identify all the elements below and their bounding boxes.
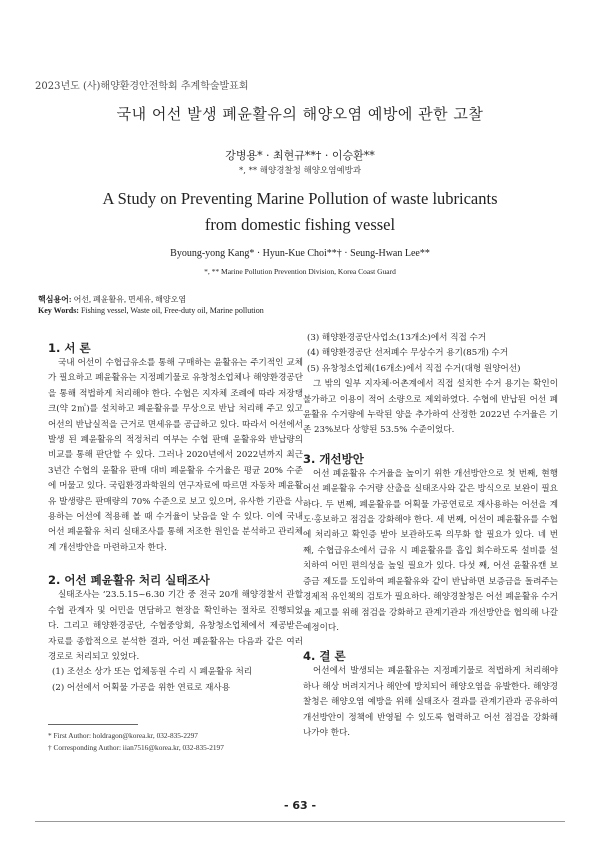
section-1-heading: 1. 서 론 bbox=[48, 341, 91, 355]
section-2-item-2: (2) 어선에서 어획물 가공을 위한 연료로 재사용 bbox=[52, 682, 230, 693]
title-english-line-2: from domestic fishing vessel bbox=[204, 215, 396, 234]
conference-header: 2023년도 (사)해양환경안전학회 추계학술발표회 bbox=[35, 81, 249, 92]
section-3-heading: 3. 개선방안 bbox=[303, 451, 364, 466]
affiliation-english: *, ** Marine Pollution Prevention Division, Korea Coast Guard bbox=[204, 267, 396, 276]
keywords-english bbox=[38, 306, 264, 315]
section-2-heading: 2. 어선 폐윤활유 처리 실태조사 bbox=[48, 573, 210, 588]
keywords-korean-label: 핵심용어: bbox=[38, 295, 72, 304]
bottom-rule bbox=[35, 821, 565, 822]
section-4-paragraph: 어선에서 발생되는 폐윤활유는 지정폐기물로 적법하게 처리해야하나 해상 버려지거나 해안에 방치되어 해양오염을 유발한다. 해양경찰청은 해양오염 예방을 위해 실태조사 결과를 관계기관과 공유하여 개선방안이 정책에 반영될 수 있도록 협력하고 어선 점검을 강화해 나가야 한다. bbox=[303, 666, 558, 738]
list-item-4: (4) 해양환경공단 선저폐수 무상수거 용기(85개) 수거 bbox=[307, 348, 509, 359]
footnote-divider bbox=[48, 724, 138, 725]
section-2-item-1: (1) 조선소 상가 또는 업체동원 수리 시 폐윤활유 처리 bbox=[52, 667, 253, 678]
section-2-paragraph: 실태조사는 ‘23.5.15~6.30 기간 중 전국 20개 해양경찰서 관할 수협 관계자 및 어민을 면담하고 현장을 확인하는 절차로 진행되었다. 그리고 해양환경공단, 수협중앙회, 유창청소업체에서 제공받은 자료를 종합적으로 분석한 결과, 어선 폐윤활유는 다음과 같은 여러 경로로 처리되고 있었다. bbox=[48, 590, 303, 662]
list-item-5: (5) 유창청소업체(16개소)에서 직접 수거(대형 원양어선) bbox=[307, 363, 521, 374]
right-column bbox=[303, 331, 558, 741]
list-item-3: (3) 해양환경공단사업소(13개소)에서 직접 수거 bbox=[307, 333, 487, 343]
affiliation-korean: *, ** 해양경찰청 해양오염예방과 bbox=[238, 166, 362, 176]
authors-korean: 강병용* · 최현규**† · 이승환** bbox=[225, 149, 375, 162]
authors-english: Byoung-yong Kang* · Hyun-Kue Choi**† · Seung-Hwan Lee** bbox=[170, 248, 430, 259]
section-1-paragraph: 국내 어선이 수협급유소를 통해 구매하는 윤활유는 주기적인 교체가 필요하고 폐윤활유는 지정폐기물로 유창청소업체나 해양환경공단을 통해 적법하게 처리해야 한다. 수협은 지자체 조례에 따라 저장탱크(약 2㎥)를 설치하고 폐윤활유를 무상으로 반납 처리해 주고 있고 어선의 반납실적을 근거로 면세유를 공급하고 있다. 따라서 어선에서 발생 된 폐윤활유의 적정처리 여부는 수협 판매 윤활유와 반납량의 비교를 통해 판단할 수 있다. 그러나 2020년에서 2022년까지 최근 3년간 수협의 윤활유 판매 대비 폐윤활유 수거율은 평균 20% 수준에 머물고 있다. 국립환경과학원의 연구자료에 따르면 자동차 폐윤활유 발생량은 판매량의 70% 수준으로 보고 있으며, 유사한 기관을 사용하는 어선에 적용해 볼 때 수거율이 낮음을 알 수 있다. 이에 국내 어선 폐윤활유 처리 실태조사를 통해 저조한 원인을 분석하고 관리체계 개선방안을 마련하고자 한다. bbox=[48, 358, 303, 553]
page-number: - 63 - bbox=[283, 799, 317, 812]
keywords-korean bbox=[38, 294, 186, 305]
keywords-korean-text: 어선, 폐윤활유, 면세유, 해양오염 bbox=[71, 295, 187, 304]
left-column bbox=[48, 340, 303, 696]
title-english bbox=[0, 186, 600, 238]
title-english-line-1: A Study on Preventing Marine Pollution of waste lubricants bbox=[102, 189, 498, 208]
footnote-first-author: * First Author: holdragon@korea.kr, 032-835-2297 bbox=[48, 731, 198, 740]
section-3-paragraph: 어선 폐윤활유 수거율을 높이기 위한 개선방안으로 첫 번째, 현행 어선 폐윤활유 수거량 산출을 실태조사와 같은 방식으로 보완이 필요하다. 두 번째, 폐윤활유를 어획물 가공연료로 재사용하는 어선을 계도·홍보하고 점검을 강화해야 한다. 세 번째, 어선이 폐윤활유를 수협에 처리하고 확인증 받아 보관하도록 의무화 할 필요가 있다. 네 번째, 수협급유소에서 급유 시 폐윤활유를 흡입 회수하도록 설비를 설치하여 어민 편의성을 높일 필요가 있다. 다섯 째, 어선 윤활유캔 보증금 제도를 도입하여 폐윤활유와 같이 반납하면 보증금을 돌려주는 경제적 유인책의 검토가 필요하다. 해양경찰청은 어선 폐윤활유 수거율 제고를 위해 점검을 강화하고 관계기관과 개선방안을 협의해 나갈 예정이다. bbox=[303, 468, 558, 633]
right-paragraph: 그 밖의 일부 지자체·어촌계에서 직접 설치한 수거 용기는 확인이 불가하고 이용이 적어 소량으로 제외하였다. 수협에 반납된 어선 폐윤활유 수거량에 누락된 양을 추가하여 산정한 2022년 수거율은 기존 23%보다 상향된 53.5% 수준이었다. bbox=[303, 379, 558, 436]
footnote-corresponding-author: † Corresponding Author: iian7516@korea.kr, 032-835-2197 bbox=[48, 743, 224, 752]
section-4-heading: 4. 결 론 bbox=[303, 649, 346, 664]
title-korean: 국내 어선 발생 폐윤활유의 해양오염 예방에 관한 고찰 bbox=[116, 105, 484, 123]
keywords-english-text: Fishing vessel, Waste oil, Free-duty oil, Marine pollution bbox=[78, 306, 264, 315]
keywords-english-label: Key Words: bbox=[38, 306, 79, 315]
